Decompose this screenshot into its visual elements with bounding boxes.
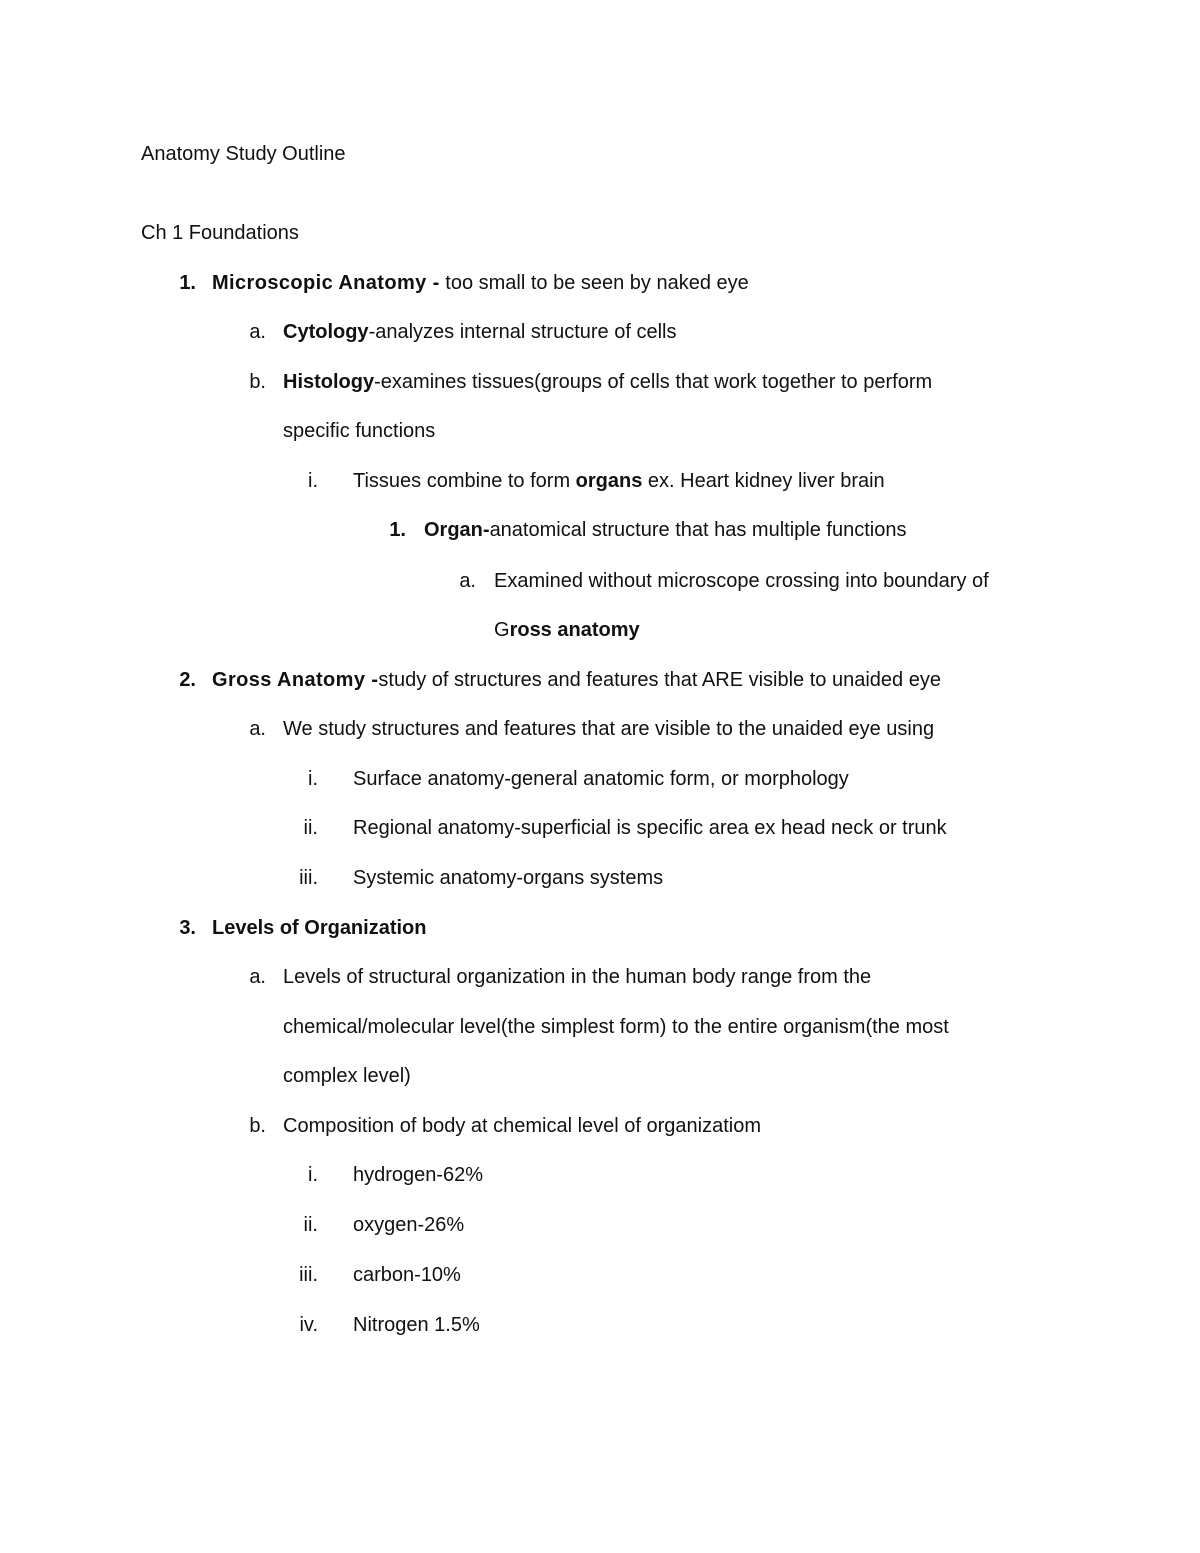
term-bold: Gross Anatomy - [212,669,379,691]
list-item: Nitrogen 1.5% [353,1314,480,1336]
term-bold: Organ- [424,519,490,541]
item-text: study of structures and features that ARE visible to unaided eye [378,669,941,691]
item-text: G [494,619,510,641]
term-bold: Cytology [283,321,369,343]
list-item: Regional anatomy-superficial is specific area ex head neck or trunk [353,817,947,839]
list-marker: i. [308,1164,318,1186]
list-item: oxygen-26% [353,1214,465,1236]
list-item [283,320,676,344]
list-marker: iii. [299,867,318,889]
list-marker: i. [308,470,318,492]
list-marker: 3. [179,917,196,939]
list-marker: 2. [179,669,196,691]
list-item [212,668,941,692]
list-marker: iii. [299,1264,318,1286]
list-item: hydrogen-62% [353,1164,484,1186]
list-item [283,370,932,394]
item-text: too small to be seen by naked eye [439,272,749,294]
list-marker: 1. [389,519,406,541]
document-title: Anatomy Study Outline [141,143,346,165]
item-text: -analyzes internal structure of cells [368,321,677,343]
list-item [353,469,885,493]
item-text: anatomical structure that has multiple functions [489,519,907,541]
list-marker: ii. [303,817,318,839]
item-text-continuation [494,618,640,642]
list-marker: i. [308,768,318,790]
term-bold: organs [575,470,643,492]
item-text-continuation: specific functions [283,420,436,442]
list-marker: a. [249,718,266,740]
list-marker: ii. [303,1214,318,1236]
term-bold: ross anatomy [509,619,640,641]
item-text-continuation: complex level) [283,1065,411,1087]
item-text: ex. Heart kidney liver brain [642,470,885,492]
term-bold: Levels of Organization [212,917,427,939]
list-marker: 1. [179,272,196,294]
list-item [212,271,749,295]
list-marker: b. [249,1115,266,1137]
list-item: Examined without microscope crossing into boundary of [494,570,989,592]
chapter-heading: Ch 1 Foundations [141,222,299,244]
list-item [424,518,906,542]
list-item: Composition of body at chemical level of organizatiom [283,1115,762,1137]
list-item: Surface anatomy-general anatomic form, or morphology [353,768,849,790]
item-text: -examines tissues(groups of cells that work together to perform [374,371,933,393]
list-marker: a. [249,321,266,343]
list-item: Levels of structural organization in the human body range from the [283,966,872,988]
term-bold: Microscopic Anatomy - [212,272,440,294]
term-bold: Histology [283,371,375,393]
list-item: Systemic anatomy-organs systems [353,867,664,889]
list-item: carbon-10% [353,1264,461,1286]
list-marker: iv. [299,1314,318,1336]
list-marker: a. [249,966,266,988]
list-marker: a. [459,570,476,592]
list-marker: b. [249,371,266,393]
item-text-continuation: chemical/molecular level(the simplest form) to the entire organism(the most [283,1016,949,1038]
list-item [212,916,426,940]
item-text: Tissues combine to form [353,470,576,492]
list-item: We study structures and features that are visible to the unaided eye using [283,718,935,740]
